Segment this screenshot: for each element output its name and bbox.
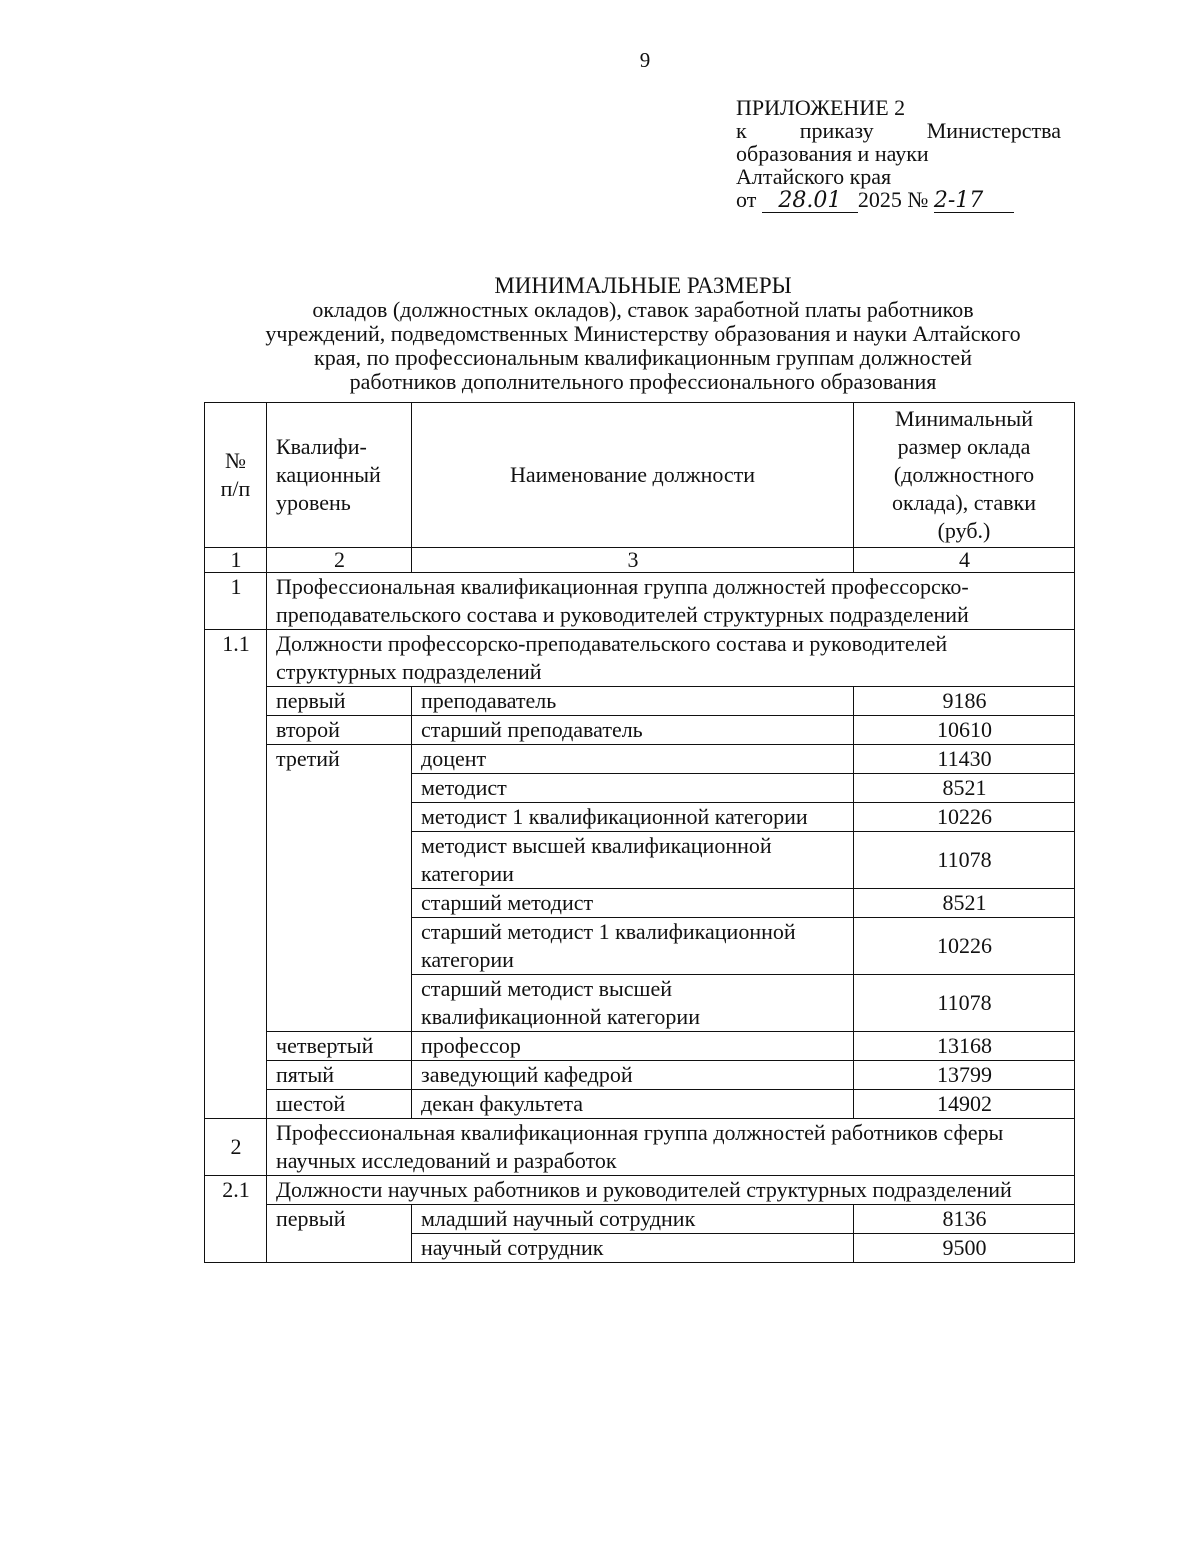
order-year: 2025 № <box>857 187 929 212</box>
appendix-title: ПРИЛОЖЕНИЕ 2 <box>736 95 906 120</box>
salary-cell: 13168 <box>854 1032 1075 1061</box>
appendix-line2: образования и науки <box>736 141 929 166</box>
group-row <box>205 573 1075 630</box>
heading-line: края, по профессиональным квалификационным группам должностей <box>314 345 972 370</box>
header-salary: Минимальный размер оклада (должностного оклада), ставки (руб.) <box>854 403 1075 548</box>
column-number: 2 <box>267 548 412 573</box>
salary-cell: 10226 <box>854 918 1075 975</box>
subgroup-title: Должности научных работников и руководителей структурных подразделений <box>267 1176 1075 1205</box>
handwritten-number: 2-17 <box>934 189 1014 213</box>
column-numbers-row <box>205 548 1075 573</box>
level-cell: четвертый <box>267 1032 412 1061</box>
salary-cell: 11430 <box>854 745 1075 774</box>
appendix-block <box>736 96 1061 213</box>
header-no: № п/п <box>205 403 267 548</box>
date-prefix: от <box>736 187 757 212</box>
page-number: 9 <box>639 48 651 72</box>
salary-table <box>204 402 1075 1263</box>
appendix-word: Министерства <box>926 118 1061 143</box>
position-cell: старший методист 1 квалификационной категории <box>412 918 854 975</box>
salary-cell: 8521 <box>854 774 1075 803</box>
salary-cell: 11078 <box>854 832 1075 889</box>
salary-cell: 9186 <box>854 687 1075 716</box>
level-cell: шестой <box>267 1090 412 1119</box>
position-cell: старший преподаватель <box>412 716 854 745</box>
appendix-word: к <box>736 118 747 143</box>
table-row <box>205 1090 1075 1119</box>
position-cell: старший методист высшей квалификационной категории <box>412 975 854 1032</box>
table-row <box>205 716 1075 745</box>
position-cell: декан факультета <box>412 1090 854 1119</box>
handwritten-date: 28.01 <box>762 189 858 213</box>
level-cell: первый <box>267 1205 412 1263</box>
salary-cell: 10226 <box>854 803 1075 832</box>
group-number: 1 <box>205 573 267 630</box>
position-cell: методист <box>412 774 854 803</box>
table-row <box>205 687 1075 716</box>
subgroup-title: Должности профессорско-преподавательского состава и руководителей структурных подразделений <box>267 630 1075 687</box>
salary-cell: 13799 <box>854 1061 1075 1090</box>
position-cell: методист высшей квалификационной категории <box>412 832 854 889</box>
level-cell: второй <box>267 716 412 745</box>
appendix-line1 <box>736 119 1061 142</box>
header-position: Наименование должности <box>412 403 854 548</box>
position-cell: профессор <box>412 1032 854 1061</box>
position-cell: научный сотрудник <box>412 1234 854 1263</box>
column-number: 4 <box>854 548 1075 573</box>
salary-cell: 8136 <box>854 1205 1075 1234</box>
position-cell: доцент <box>412 745 854 774</box>
level-cell: третий <box>267 745 412 1032</box>
column-number: 1 <box>205 548 267 573</box>
position-cell: методист 1 квалификационной категории <box>412 803 854 832</box>
group-number: 2 <box>205 1119 267 1176</box>
heading-line: окладов (должностных окладов), ставок заработной платы работников <box>312 297 974 322</box>
salary-cell: 14902 <box>854 1090 1075 1119</box>
heading-line: учреждений, подведомственных Министерству образования и науки Алтайского <box>265 321 1021 346</box>
level-cell: первый <box>267 687 412 716</box>
salary-cell: 8521 <box>854 889 1075 918</box>
position-cell: заведующий кафедрой <box>412 1061 854 1090</box>
subgroup-number: 2.1 <box>205 1176 267 1263</box>
heading-line: работников дополнительного профессионального образования <box>349 369 937 394</box>
table-row <box>205 1032 1075 1061</box>
header-level: Квалифи-кационный уровень <box>267 403 412 548</box>
document-heading <box>200 274 1086 394</box>
subgroup-row <box>205 1176 1075 1205</box>
appendix-line3: Алтайского края <box>736 164 892 189</box>
position-cell: старший методист <box>412 889 854 918</box>
appendix-date-line <box>736 188 1061 213</box>
table-row <box>205 745 1075 774</box>
group-title: Профессиональная квалификационная группа должностей работников сферы научных исследований и разработок <box>267 1119 1075 1176</box>
salary-cell: 9500 <box>854 1234 1075 1263</box>
appendix-word: приказу <box>799 118 874 143</box>
level-cell: пятый <box>267 1061 412 1090</box>
table-row <box>205 1205 1075 1234</box>
group-row <box>205 1119 1075 1176</box>
table-header-row <box>205 403 1075 548</box>
position-cell: младший научный сотрудник <box>412 1205 854 1234</box>
heading-title: МИНИМАЛЬНЫЕ РАЗМЕРЫ <box>494 273 792 298</box>
subgroup-row <box>205 630 1075 687</box>
position-cell: преподаватель <box>412 687 854 716</box>
table-row <box>205 1061 1075 1090</box>
group-title: Профессиональная квалификационная группа должностей профессорско-преподавательского состава и руководителей структурных подразделений <box>267 573 1075 630</box>
subgroup-number: 1.1 <box>205 630 267 1119</box>
salary-cell: 11078 <box>854 975 1075 1032</box>
salary-cell: 10610 <box>854 716 1075 745</box>
column-number: 3 <box>412 548 854 573</box>
